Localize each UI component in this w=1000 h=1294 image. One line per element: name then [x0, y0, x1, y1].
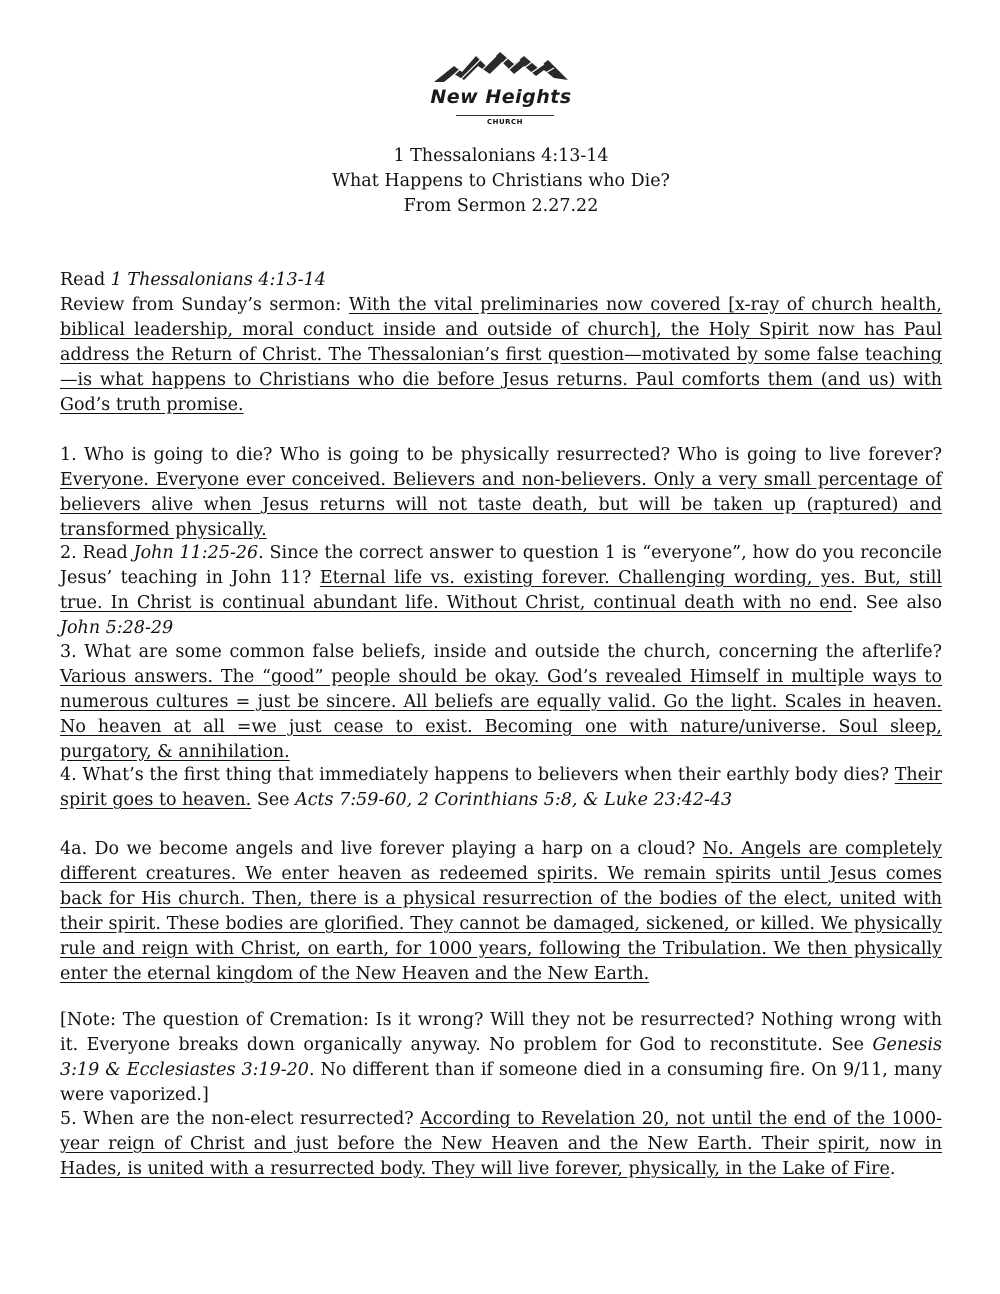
scripture-title: 1 Thessalonians 4:13-14 — [393, 146, 609, 166]
question-3 — [60, 640, 942, 765]
review-label: Review from Sunday’s sermon: — [60, 295, 349, 315]
read-label: Read — [60, 270, 111, 290]
question-text: 1. Who is going to die? Who is going to be physically resurrected? Who is going to live forever? — [60, 445, 942, 465]
review-paragraph — [60, 293, 942, 418]
note-text-end: . No different than if someone died in a consuming fire. On 9/11, many were vaporized.] — [60, 1060, 942, 1105]
cremation-note — [60, 1008, 942, 1108]
question-4 — [60, 763, 942, 813]
answer-end: . — [889, 1159, 896, 1179]
question-prefix: 2. Read — [60, 543, 134, 563]
question-4a — [60, 837, 942, 987]
answer-text: Various answers. The “good” people should be okay. God’s revealed Himself in multiple ways to numerous cultures = just be sincere. All beliefs are equally valid. Go the light. Scales in heaven. No heaven at all =we just cease to exist. Becoming one with nature/universe. Soul sleep, purgatory, & annihilation. — [60, 667, 942, 762]
review-text: With the vital preliminaries now covered [x-ray of church health, biblical leadership, moral conduct inside and outside of church], the Holy Spirit now has Paul address the Return of Christ. The Thessalonian’s first question—motivated by some false teaching—is what happens to Christians who die before Jesus returns. Paul comforts them (and us) with God’s truth promise. — [60, 295, 942, 415]
question-5 — [60, 1107, 942, 1182]
question-text: 3. What are some common false beliefs, inside and outside the church, concerning the afterlife? — [60, 642, 942, 662]
logo-divider — [456, 115, 554, 116]
note-reference: Genesis 3:19 & Ecclesiastes 3:19-20 — [60, 1035, 942, 1080]
logo-subtitle: CHURCH — [486, 118, 524, 126]
question-text: 4a. Do we become angels and live forever playing a harp on a cloud? — [60, 839, 703, 859]
sermon-date: From Sermon 2.27.22 — [403, 196, 599, 216]
see-also-label: . See also — [852, 593, 942, 613]
answer-text: Eternal life vs. existing forever. Challenging wording, yes. But, still true. In Christ is continual abundant life. Without Christ, continual death with no end — [60, 568, 942, 613]
read-line — [60, 268, 942, 293]
question-text: . Since the correct answer to question 1 is “everyone”, how do you reconcile Jesus’ teaching in John 11? — [60, 543, 942, 588]
intro-section — [60, 268, 942, 418]
see-label: See — [251, 790, 296, 810]
answer-text: According to Revelation 20, not until the end of the 1000-year reign of Christ and just before the New Heaven and the New Earth. Their spirit, now in Hades, is united with a resurrected body. They will live forever, physically, in the Lake of Fire — [60, 1109, 942, 1179]
lesson-title: What Happens to Christians who Die? — [332, 171, 670, 191]
see-also-reference: John 5:28-29 — [60, 618, 174, 638]
question-text: 4. What’s the first thing that immediately happens to believers when their earthly body dies? — [60, 765, 895, 785]
question-1 — [60, 443, 942, 543]
document-header — [60, 144, 942, 219]
see-reference: Acts 7:59-60, 2 Corinthians 5:8, & Luke 23:42-43 — [295, 790, 733, 810]
logo-wordmark: New Heights — [430, 86, 572, 108]
read-reference: 1 Thessalonians 4:13-14 — [110, 270, 326, 290]
answer-text: No. Angels are completely different creatures. We enter heaven as redeemed spirits. We remain spirits until Jesus comes back for His church. Then, there is a physical resurrection of the bodies of the elect, united with their spirit. These bodies are glorified. They cannot be damaged, sickened, or killed. We physically rule and reign with Christ, on earth, for 1000 years, following the Tribulation. We then physically enter the eternal kingdom of the New Heaven and the New Earth. — [60, 839, 943, 984]
church-logo — [424, 48, 578, 132]
note-text: [Note: The question of Cremation: Is it wrong? Will they not be resurrected? Nothing wrong with it. Everyone breaks down organically anyway. No problem for God to reconstitute. See — [60, 1010, 942, 1055]
answer-text: Their spirit goes to heaven. — [60, 765, 942, 810]
answer-text: Everyone. Everyone ever conceived. Believers and non-believers. Only a very small percentage of believers alive when Jesus returns will not taste death, but will be taken up (raptured) and transformed physically. — [60, 470, 942, 540]
question-2 — [60, 541, 942, 641]
question-text: 5. When are the non-elect resurrected? — [60, 1109, 421, 1129]
mountain-logo-icon — [424, 48, 578, 88]
scripture-reference: John 11:25-26 — [133, 543, 259, 563]
